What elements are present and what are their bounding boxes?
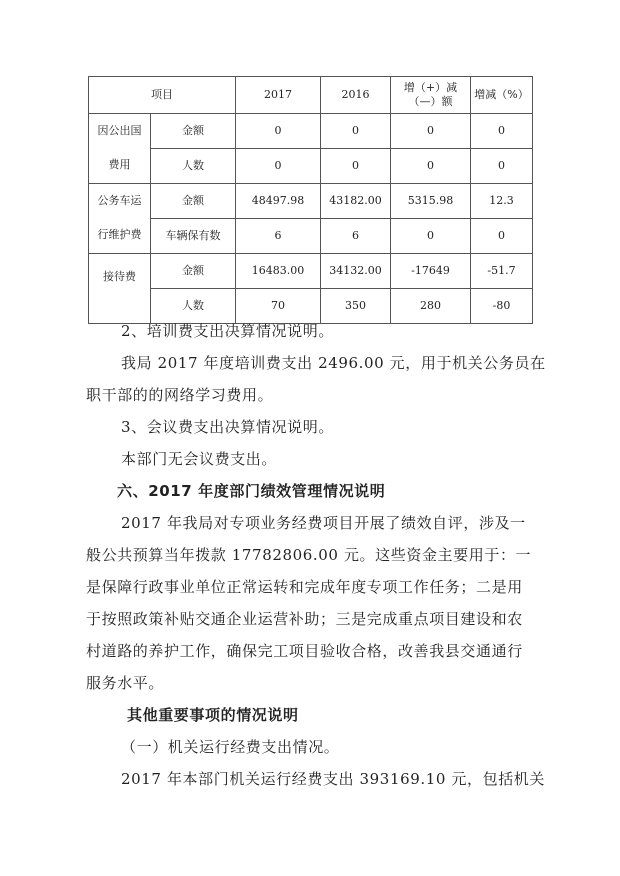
category-line: 因公出国 [97,124,142,137]
table-row [89,254,533,289]
category-cell [89,254,151,324]
table-header-row [89,77,533,114]
item-cell: 人数 [151,149,236,184]
category-line: 费用 [108,158,131,171]
section-heading-meeting: 3、会议费支出决算情况说明。 [121,418,334,436]
value-pct: -80 [471,289,533,324]
value-diff: 0 [391,114,471,149]
category-line: 行维护费 [97,228,142,241]
paragraph-line: 本部门无会议费支出。 [121,450,278,468]
header-2017: 2017 [236,77,321,114]
value-diff: 280 [391,289,471,324]
header-diff: 增（+）减（—）额 [391,77,471,114]
item-cell: 金额 [151,254,236,289]
value-pct: 0 [471,219,533,254]
value-2017: 0 [236,114,321,149]
value-2017: 70 [236,289,321,324]
paragraph-line: 我局 2017 年度培训费支出 2496.00 元，用于机关公务员在 [121,354,546,372]
section-heading-training: 2、培训费支出决算情况说明。 [121,322,334,340]
table-row [89,184,533,219]
paragraph-line: 般公共预算当年拨款 17782806.00 元。这些资金主要用于：一 [86,546,532,564]
paragraph-line: 服务水平。 [86,674,165,692]
category-cell [89,114,151,184]
category-cell [89,184,151,254]
section-heading-performance: 六、2017 年度部门绩效管理情况说明 [117,482,386,500]
paragraph-line: 村道路的养护工作，确保完工项目验收合格，改善我县交通通行 [86,642,523,660]
paragraph-line: 是保障行政事业单位正常运转和完成年度专项工作任务；二是用 [86,578,523,596]
header-pct: 增减（%） [471,77,533,114]
item-cell: 金额 [151,114,236,149]
value-diff: -17649 [391,254,471,289]
header-item: 项目 [89,77,236,114]
value-pct: 0 [471,149,533,184]
value-pct: -51.7 [471,254,533,289]
value-2016: 34132.00 [321,254,391,289]
paragraph-line: 于按照政策补贴交通企业运营补助；三是完成重点项目建设和农 [86,610,523,628]
value-2016: 6 [321,219,391,254]
value-2016: 43182.00 [321,184,391,219]
value-2016: 0 [321,149,391,184]
value-diff: 0 [391,149,471,184]
paragraph-line: 2017 年我局对专项业务经费项目开展了绩效自评，涉及一 [121,514,526,532]
item-cell: 人数 [151,289,236,324]
value-2016: 0 [321,114,391,149]
value-diff: 5315.98 [391,184,471,219]
table-row [89,149,533,184]
value-2016: 350 [321,289,391,324]
table-row [89,219,533,254]
header-2016: 2016 [321,77,391,114]
value-2017: 48497.98 [236,184,321,219]
expense-comparison-table [88,76,533,324]
category-line: 公务车运 [97,194,142,207]
value-2017: 16483.00 [236,254,321,289]
table-row [89,289,533,324]
value-pct: 0 [471,114,533,149]
table-row [89,114,533,149]
section-heading-other: 其他重要事项的情况说明 [127,706,299,724]
category-line: 接待费 [103,270,136,283]
value-2017: 6 [236,219,321,254]
value-diff: 0 [391,219,471,254]
item-cell: 车辆保有数 [151,219,236,254]
paragraph-line: 2017 年本部门机关运行经费支出 393169.10 元，包括机关 [121,770,545,788]
item-cell: 金额 [151,184,236,219]
value-pct: 12.3 [471,184,533,219]
subsection-heading: （一）机关运行经费支出情况。 [121,738,340,756]
paragraph-line: 职干部的的网络学习费用。 [86,386,274,404]
value-2017: 0 [236,149,321,184]
